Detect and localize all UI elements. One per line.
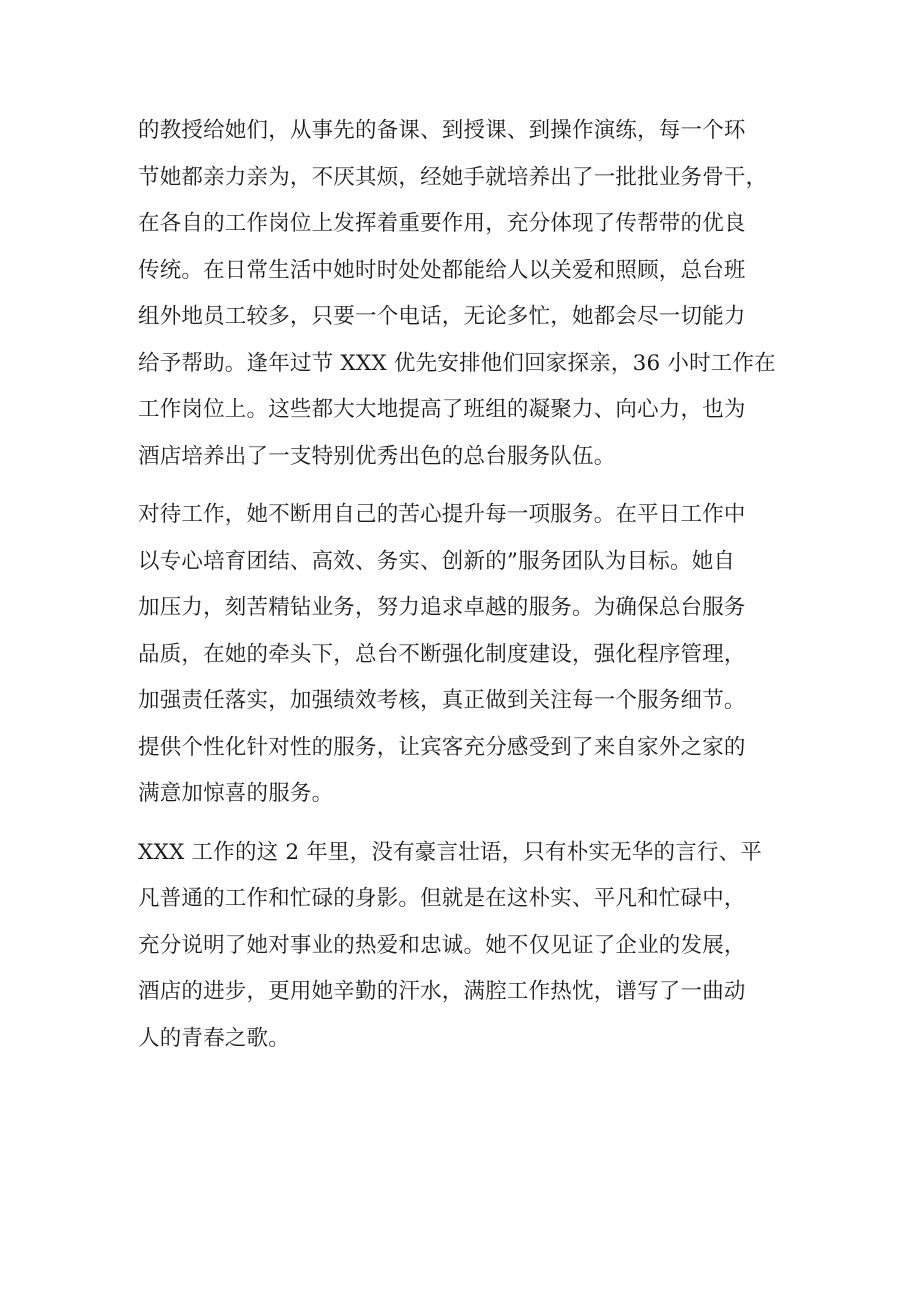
text-line: 以专心培育团结、高效、务实、创新的”服务团队为目标。她自 [138,548,736,574]
document-body [138,108,794,1074]
text-line: 品质，在她的牵头下，总台不断强化制度建设，强化程序管理， [138,641,746,667]
text-line: 加强责任落实，加强绩效考核，真正做到关注每一个服务细节。 [138,688,746,713]
text-line: 传统。在日常生活中她时时处处都能给人以关爱和照顾，总台班 [138,257,746,283]
paragraph-2 [138,492,794,818]
text-line: 提供个性化针对性的服务，让宾客充分感受到了来自家外之家的 [138,734,746,760]
text-line: 的教授给她们，从事先的备课、到授课、到操作演练，每一个环 [138,118,746,143]
text-line: 给予帮助。逢年过节 XXX 优先安排他们回家探亲，36 小时工作在 [138,350,776,376]
paragraph-3 [138,830,794,1063]
paragraph-1 [138,108,794,480]
text-line: 对待工作，她不断用自己的苦心提升每一项服务。在平日工作中 [138,502,746,527]
text-line: 组外地员工较多，只要一个电话，无论多忙，她都会尽一切能力 [138,304,746,329]
text-line: 加压力，刻苦精钻业务，努力追求卓越的服务。为确保总台服务 [138,595,746,620]
text-line: 节她都亲力亲为，不厌其烦，经她手就培养出了一批批业务骨干， [138,164,768,190]
text-line: 在各自的工作岗位上发挥着重要作用，充分体现了传帮带的优良 [138,211,746,236]
text-line: 酒店培养出了一支特别优秀出色的总台服务队伍。 [138,443,616,469]
text-line: 满意加惊喜的服务。 [138,781,334,806]
text-line: 工作岗位上。这些都大大地提高了班组的凝聚力、向心力，也为 [138,397,746,422]
text-line: 充分说明了她对事业的热爱和忠诚。她不仅见证了企业的发展， [138,932,746,958]
text-line: XXX 工作的这 2 年里，没有豪言壮语，只有朴实无华的言行、平 [138,839,763,865]
text-line: 酒店的进步，更用她辛勤的汗水，满腔工作热忱，谱写了一曲动 [138,979,746,1004]
text-line: 凡普通的工作和忙碌的身影。但就是在这朴实、平凡和忙碌中， [138,886,746,911]
text-line: 人的青春之歌。 [138,1025,290,1051]
